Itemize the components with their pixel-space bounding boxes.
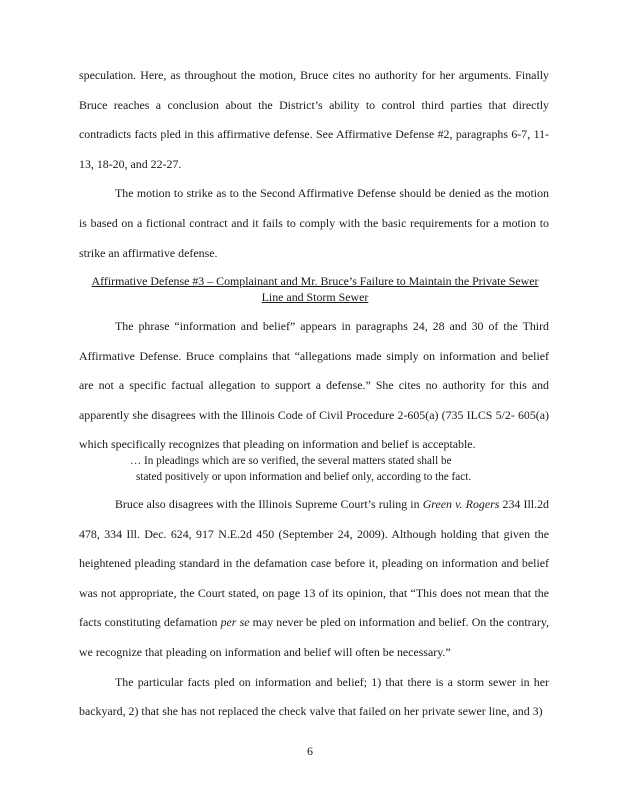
quote-line-2: stated positively or upon information and belief only, according to the fact.	[136, 471, 472, 483]
line: Bruce reaches a conclusion about the District’s ability to control third parties that directly	[79, 97, 549, 112]
paragraph-particular-facts	[79, 668, 549, 727]
line: contrary, we recognize that pleading on information and belief will often be necessary.”	[79, 615, 549, 659]
line: that the facts constituting defamation	[79, 585, 549, 630]
line: backyard, 2) that she has not replaced the check valve that failed on her private sewer line, and 3)	[79, 704, 543, 719]
case-name: Green v. Rogers	[422, 497, 500, 511]
line: belief was not appropriate, the Court stated, on page 13 of its opinion, that “This does not mean	[79, 556, 549, 600]
paragraph-green-v-rogers	[79, 490, 549, 727]
paragraph-information-and-belief	[79, 312, 549, 460]
line: may never be pled on information and belief. On the	[249, 615, 504, 630]
line: are not a specific factual allegation to support a defense.” She cites no authority for this and	[79, 378, 549, 393]
section-heading	[76, 273, 554, 305]
line: The particular facts pled on information and belief; 1) that there is a storm sewer in her	[115, 674, 549, 689]
line: 11-13, 18-20, and 22-27.	[79, 127, 549, 171]
line: Bruce also disagrees with the Illinois Supreme Court’s ruling in	[115, 497, 423, 511]
line: motion to strike an affirmative defense.	[79, 215, 549, 260]
line: The phrase “information and belief” appears in paragraphs 24, 28 and 30 of the Third	[115, 319, 549, 333]
line: the heightened pleading standard in the defamation case before it, pleading on information and	[79, 526, 549, 571]
line: apparently she disagrees with the Illinois Code of Civil Procedure 2-605(a) (735 ILCS 5/2-	[79, 407, 515, 422]
line: contradicts facts pled in this affirmative defense. See Affirmative Defense #2, paragraphs 6-7,	[79, 127, 531, 142]
heading-line-1: Affirmative Defense #3 – Complainant and Mr. Bruce’s Failure to Maintain the Private Sewer	[91, 274, 539, 288]
line: motion is based on a fictional contract and it fails to comply with the basic requirements for a	[79, 186, 549, 230]
heading-line-2: Line and Storm Sewer	[261, 290, 369, 304]
paragraph-speculation	[79, 61, 549, 268]
quote-line-1: … In pleadings which are so verified, the several matters stated shall be	[130, 455, 452, 467]
line: Affirmative Defense. Bruce complains that “allegations made simply on information and belief	[79, 348, 549, 363]
line: 234	[499, 497, 521, 511]
line: speculation. Here, as throughout the motion, Bruce cites no authority for her arguments. Finally	[79, 68, 549, 82]
italic-term: per se	[220, 615, 250, 630]
line: 605(a) which specifically recognizes that pleading on information and belief is acceptable.	[79, 407, 549, 452]
line: Ill.2d 478, 334 Ill. Dec. 624, 917 N.E.2d 450 (September 24, 2009). Although holding that given	[79, 497, 549, 541]
paragraph-motion-to-strike	[79, 179, 549, 268]
line: The motion to strike as to the Second Affirmative Defense should be denied as the	[115, 186, 512, 201]
block-quote	[130, 453, 500, 485]
page-number: 6	[307, 744, 313, 758]
